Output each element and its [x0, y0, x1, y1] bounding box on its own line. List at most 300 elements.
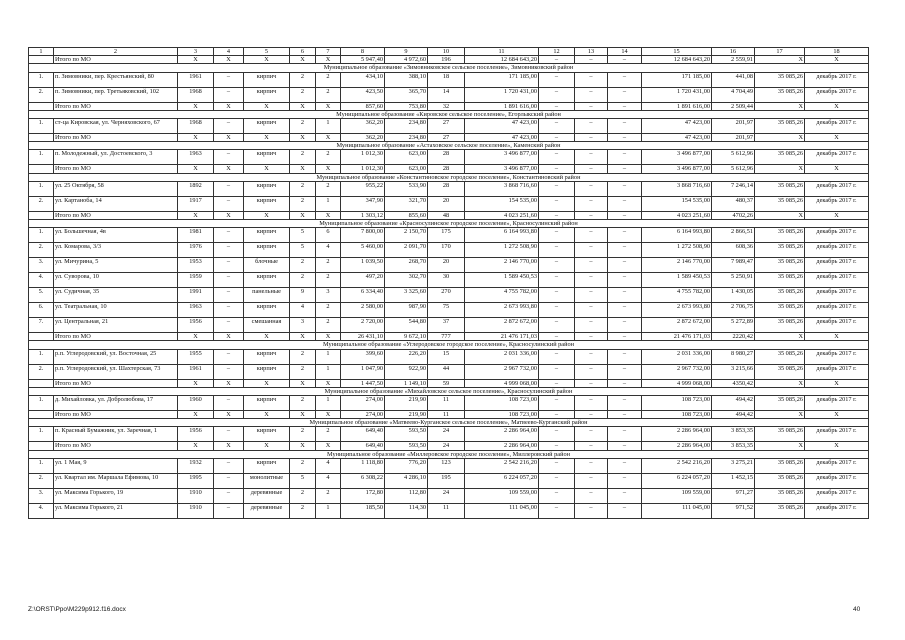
table-cell: ул. Максима Горького, 19 — [54, 488, 178, 503]
table-cell: – — [608, 503, 642, 518]
table-cell: 2 673 993,80 — [465, 303, 539, 318]
table-cell: смешанная — [244, 318, 290, 333]
total-row — [29, 56, 869, 64]
table-cell: 172,80 — [341, 488, 385, 503]
table-row — [29, 503, 869, 518]
table-cell: X — [805, 333, 869, 341]
table-cell: 494,42 — [712, 396, 755, 411]
header-cell: 4 — [214, 48, 244, 56]
table-cell: 2 — [316, 87, 341, 102]
table-cell: 2 — [316, 273, 341, 288]
table-cell: 35 085,26 — [755, 243, 805, 258]
table-cell: 3 215,66 — [712, 364, 755, 379]
table-cell: 2 — [290, 396, 316, 411]
table-cell: 1963 — [178, 150, 214, 165]
table-cell: 776,20 — [385, 458, 428, 473]
table-cell: 4. — [29, 503, 54, 518]
table-cell: X — [755, 333, 805, 341]
table-cell: – — [575, 303, 608, 318]
table-cell: 1. — [29, 228, 54, 243]
table-cell: 2 673 993,80 — [642, 303, 712, 318]
table-cell: 497,20 — [341, 273, 385, 288]
table-cell: X — [290, 379, 316, 387]
table-cell: кирпич — [244, 196, 290, 211]
table-cell: ул. Центральная, 21 — [54, 318, 178, 333]
table-cell: 2 146 770,00 — [465, 258, 539, 273]
table-cell: 4 999 068,00 — [465, 379, 539, 387]
table-cell: 2 — [290, 258, 316, 273]
table-cell: – — [575, 72, 608, 87]
table-cell: 27 — [428, 134, 465, 142]
table-cell: 608,36 — [712, 243, 755, 258]
table-cell: ул. Картаноба, 14 — [54, 196, 178, 211]
table-cell: X — [805, 379, 869, 387]
table-cell: 6 334,40 — [341, 288, 385, 303]
table-cell: 234,80 — [385, 134, 428, 142]
table-cell: 35 085,26 — [755, 119, 805, 134]
table-cell: 111 045,00 — [642, 503, 712, 518]
table-cell: декабрь 2017 г. — [805, 288, 869, 303]
table-cell: X — [316, 379, 341, 387]
table-cell: 171 185,00 — [465, 72, 539, 87]
table-cell: – — [575, 411, 608, 419]
table-cell: 109 559,00 — [642, 488, 712, 503]
table-cell: – — [214, 303, 244, 318]
table-cell: – — [539, 411, 575, 419]
table-cell: декабрь 2017 г. — [805, 318, 869, 333]
table-cell: Итого по МО — [54, 134, 178, 142]
table-row — [29, 288, 869, 303]
table-cell: декабрь 2017 г. — [805, 243, 869, 258]
table-cell: 753,80 — [385, 102, 428, 110]
table-cell: 5. — [29, 288, 54, 303]
table-cell: – — [214, 181, 244, 196]
table-cell: – — [608, 150, 642, 165]
table-cell: – — [608, 119, 642, 134]
table-cell: 154 535,00 — [642, 196, 712, 211]
table-cell: 4 023 251,60 — [642, 211, 712, 219]
table-cell: 1 — [316, 196, 341, 211]
section-heading-row — [29, 450, 869, 458]
table-cell: – — [575, 134, 608, 142]
table-cell: 2 — [316, 488, 341, 503]
table-cell: кирпич — [244, 396, 290, 411]
total-row — [29, 333, 869, 341]
table-cell: кирпич — [244, 119, 290, 134]
table-cell: 1953 — [178, 258, 214, 273]
table-cell: Итого по МО — [54, 442, 178, 450]
table-cell: – — [539, 303, 575, 318]
table-cell: 2 286 964,00 — [465, 427, 539, 442]
table-cell: X — [178, 442, 214, 450]
table-cell: – — [539, 442, 575, 450]
table-cell: – — [575, 102, 608, 110]
table-cell: 274,00 — [341, 411, 385, 419]
table-cell: 4 — [316, 243, 341, 258]
table-cell: 2. — [29, 243, 54, 258]
table-cell: 7 800,00 — [341, 228, 385, 243]
table-cell: 2 720,00 — [341, 318, 385, 333]
table-cell: Итого по МО — [54, 379, 178, 387]
table-cell: кирпич — [244, 303, 290, 318]
table-cell: 1 720 431,00 — [642, 87, 712, 102]
table-cell: X — [755, 442, 805, 450]
table-cell: 2 286 964,00 — [642, 427, 712, 442]
table-cell: – — [214, 150, 244, 165]
table-cell: 5 — [290, 243, 316, 258]
table-cell: Итого по МО — [54, 56, 178, 64]
table-cell: 362,20 — [341, 119, 385, 134]
table-cell: – — [608, 458, 642, 473]
table-cell: 3 275,21 — [712, 458, 755, 473]
table-cell: 26 431,10 — [341, 333, 385, 341]
section-heading: Муниципальное образование «Красносулинское городское поселение», Красносулинский район — [29, 220, 869, 228]
table-cell: 108 723,00 — [642, 411, 712, 419]
table-cell: 3 — [290, 318, 316, 333]
table-cell: 15 — [428, 349, 465, 364]
table-cell: 2 286 964,00 — [465, 442, 539, 450]
table-cell: – — [539, 349, 575, 364]
table-cell: ул. Театральная, 10 — [54, 303, 178, 318]
table-cell: 20 — [428, 196, 465, 211]
table-cell: декабрь 2017 г. — [805, 396, 869, 411]
table-cell: 1. — [29, 396, 54, 411]
table-cell: 35 085,26 — [755, 258, 805, 273]
table-cell: 399,60 — [341, 349, 385, 364]
table-cell: 2 509,44 — [712, 102, 755, 110]
table-cell: X — [178, 411, 214, 419]
table-cell: 2 872 672,00 — [642, 318, 712, 333]
table-cell: X — [316, 442, 341, 450]
header-cell: 17 — [755, 48, 805, 56]
table-cell: 6 308,22 — [341, 473, 385, 488]
table-cell: X — [178, 165, 214, 173]
table-cell: п. Зимовники, пер. Крестьянский, 80 — [54, 72, 178, 87]
table-cell: 12 684 643,20 — [642, 56, 712, 64]
table-cell: – — [214, 87, 244, 102]
table-cell — [29, 411, 54, 419]
table-cell: – — [608, 211, 642, 219]
table-cell: – — [214, 349, 244, 364]
table-cell: – — [575, 119, 608, 134]
table-cell: р.п. Углеродовский, ул. Шахтерская, 73 — [54, 364, 178, 379]
table-cell: ул. Большечная, 4в — [54, 228, 178, 243]
total-row — [29, 211, 869, 219]
table-cell: 4 286,10 — [385, 473, 428, 488]
table-cell: 4 972,60 — [385, 56, 428, 64]
table-cell: ул. Судичная, 35 — [54, 288, 178, 303]
table-cell: 7. — [29, 318, 54, 333]
header-cell: 6 — [290, 48, 316, 56]
table-row — [29, 228, 869, 243]
table-cell: – — [608, 318, 642, 333]
table-cell: ул. 25 Октября, 58 — [54, 181, 178, 196]
section-heading: Муниципальное образование «Зимовниковское сельское поселение», Зимовниковский район — [29, 64, 869, 72]
table-cell: X — [316, 211, 341, 219]
table-cell: X — [316, 411, 341, 419]
table-row — [29, 318, 869, 333]
table-cell: декабрь 2017 г. — [805, 503, 869, 518]
table-cell: 2 — [316, 427, 341, 442]
table-cell: 2 — [290, 72, 316, 87]
table-cell: – — [608, 134, 642, 142]
table-cell: 1955 — [178, 349, 214, 364]
table-cell: 955,22 — [341, 181, 385, 196]
table-cell: – — [539, 228, 575, 243]
table-cell: – — [539, 318, 575, 333]
table-cell: X — [290, 333, 316, 341]
table-cell: 185,50 — [341, 503, 385, 518]
table-cell: 2220,42 — [712, 333, 755, 341]
table-cell: X — [290, 56, 316, 64]
table-cell: 2 — [290, 503, 316, 518]
table-cell: X — [290, 411, 316, 419]
table-cell: 2 — [290, 150, 316, 165]
table-cell: – — [539, 165, 575, 173]
table-cell: 35 085,26 — [755, 488, 805, 503]
file-path: Z:\ORST\Ppo\M229p912.f16.docx — [28, 606, 126, 613]
table-cell: 35 085,26 — [755, 87, 805, 102]
table-cell: 1 891 616,00 — [465, 102, 539, 110]
table-cell: – — [539, 150, 575, 165]
table-cell: 2 — [290, 119, 316, 134]
table-cell: декабрь 2017 г. — [805, 488, 869, 503]
table-cell: – — [539, 473, 575, 488]
table-cell: д. Михайловка, ул. Добролюбова, 17 — [54, 396, 178, 411]
table-cell: 234,80 — [385, 119, 428, 134]
table-cell: 14 — [428, 87, 465, 102]
table-cell: X — [805, 134, 869, 142]
table-cell: 3 853,35 — [712, 427, 755, 442]
table-cell: 2 — [290, 364, 316, 379]
total-row — [29, 102, 869, 110]
table-cell: 533,90 — [385, 181, 428, 196]
table-cell: 108 723,00 — [642, 396, 712, 411]
total-row — [29, 379, 869, 387]
table-cell: Итого по МО — [54, 102, 178, 110]
table-cell: – — [214, 119, 244, 134]
table-cell: – — [214, 288, 244, 303]
table-cell: 1892 — [178, 181, 214, 196]
table-cell: – — [539, 134, 575, 142]
table-cell: кирпич — [244, 273, 290, 288]
table-cell: 9 — [290, 288, 316, 303]
page-number: 40 — [853, 606, 861, 613]
table-cell: 112,80 — [385, 488, 428, 503]
table-cell: кирпич — [244, 458, 290, 473]
table-cell: 219,90 — [385, 396, 428, 411]
table-cell: X — [244, 165, 290, 173]
table-cell: 388,10 — [385, 72, 428, 87]
table-cell: X — [805, 411, 869, 419]
section-heading: Муниципальное образование «Углеродовское городское поселение», Красносулинский район — [29, 341, 869, 349]
table-cell: X — [244, 379, 290, 387]
table-cell: 2 866,51 — [712, 228, 755, 243]
table-cell: – — [608, 473, 642, 488]
table-cell: 423,50 — [341, 87, 385, 102]
table-cell: 2 706,75 — [712, 303, 755, 318]
table-cell: – — [214, 243, 244, 258]
table-cell: – — [214, 503, 244, 518]
table-cell: 4 999 068,00 — [642, 379, 712, 387]
table-cell: 365,70 — [385, 87, 428, 102]
table-cell: деревянные — [244, 503, 290, 518]
table-cell: – — [575, 318, 608, 333]
table-cell: – — [608, 488, 642, 503]
header-cell: 9 — [385, 48, 428, 56]
table-cell: 2 — [290, 427, 316, 442]
section-heading-row — [29, 341, 869, 349]
table-cell: 3 496 877,00 — [642, 165, 712, 173]
table-cell: X — [290, 211, 316, 219]
table-cell: 37 — [428, 318, 465, 333]
table-cell: 1 430,05 — [712, 288, 755, 303]
table-cell: 2 — [316, 303, 341, 318]
table-cell: 195 — [428, 473, 465, 488]
table-cell: 302,70 — [385, 273, 428, 288]
table-cell: X — [178, 379, 214, 387]
table-cell: X — [244, 211, 290, 219]
table-cell: – — [575, 333, 608, 341]
header-row — [29, 48, 869, 56]
table-cell: – — [214, 473, 244, 488]
table-cell: X — [316, 333, 341, 341]
table-cell: – — [608, 56, 642, 64]
table-cell: – — [608, 427, 642, 442]
table-cell: 32 — [428, 102, 465, 110]
table-cell: 4 023 251,60 — [465, 211, 539, 219]
table-cell: 11 — [428, 396, 465, 411]
table-cell: декабрь 2017 г. — [805, 228, 869, 243]
table-cell: Итого по МО — [54, 165, 178, 173]
table-cell: 1959 — [178, 273, 214, 288]
table-cell: 35 085,26 — [755, 228, 805, 243]
table-cell: кирпич — [244, 228, 290, 243]
table-cell: 35 085,26 — [755, 349, 805, 364]
table-cell: декабрь 2017 г. — [805, 150, 869, 165]
table-cell: X — [755, 411, 805, 419]
table-cell: 123 — [428, 458, 465, 473]
table-row — [29, 243, 869, 258]
table-cell: – — [575, 87, 608, 102]
table-cell: 5 460,00 — [341, 243, 385, 258]
table-cell: 1910 — [178, 488, 214, 503]
table-cell: – — [575, 288, 608, 303]
table-cell: – — [575, 488, 608, 503]
table-cell: 4. — [29, 273, 54, 288]
table-cell: декабрь 2017 г. — [805, 364, 869, 379]
table-cell: ул. Суворова, 10 — [54, 273, 178, 288]
table-cell: 7 989,47 — [712, 258, 755, 273]
table-cell: 3. — [29, 258, 54, 273]
table-cell: X — [290, 102, 316, 110]
table-cell: – — [214, 427, 244, 442]
table-cell: 24 — [428, 427, 465, 442]
table-cell: 4 — [316, 458, 341, 473]
table-cell: 1 149,10 — [385, 379, 428, 387]
table-row — [29, 458, 869, 473]
table-cell: 1 720 431,00 — [465, 87, 539, 102]
table-row — [29, 181, 869, 196]
table-cell: декабрь 2017 г. — [805, 119, 869, 134]
table-cell: 2 150,70 — [385, 228, 428, 243]
table-cell: – — [575, 273, 608, 288]
table-cell: X — [755, 102, 805, 110]
header-cell: 14 — [608, 48, 642, 56]
table-row — [29, 473, 869, 488]
table-cell: 971,27 — [712, 488, 755, 503]
table-cell: – — [539, 427, 575, 442]
table-cell: п. Красный Бумажник, ул. Заречная, 1 — [54, 427, 178, 442]
table-cell: 4 — [316, 473, 341, 488]
table-cell: Итого по МО — [54, 211, 178, 219]
table-cell: 6 224 057,20 — [465, 473, 539, 488]
table-cell: 24 — [428, 488, 465, 503]
table-cell: – — [539, 119, 575, 134]
table-cell: – — [608, 72, 642, 87]
table-cell: 2 559,91 — [712, 56, 755, 64]
table-cell: – — [575, 364, 608, 379]
table-cell: ул. Квартал им. Маршала Ефимова, 10 — [54, 473, 178, 488]
table-cell: 270 — [428, 288, 465, 303]
table-cell: – — [575, 243, 608, 258]
table-cell: 2. — [29, 473, 54, 488]
table-cell: кирпич — [244, 427, 290, 442]
table-cell: 2 967 732,00 — [642, 364, 712, 379]
table-cell: 347,90 — [341, 196, 385, 211]
table-cell: 35 085,26 — [755, 427, 805, 442]
table-cell — [29, 102, 54, 110]
table-cell: – — [539, 87, 575, 102]
table-cell: 1 039,50 — [341, 258, 385, 273]
table-cell: – — [575, 442, 608, 450]
table-cell: 1917 — [178, 196, 214, 211]
table-cell: 5 947,40 — [341, 56, 385, 64]
table-cell: 2. — [29, 87, 54, 102]
table-cell: декабрь 2017 г. — [805, 473, 869, 488]
table-cell: кирпич — [244, 349, 290, 364]
table-cell: – — [539, 333, 575, 341]
table-cell: 1976 — [178, 243, 214, 258]
section-heading-row — [29, 142, 869, 150]
table-row — [29, 364, 869, 379]
table-cell: 1 303,12 — [341, 211, 385, 219]
section-heading: Муниципальное образование «Константиновское городское поселение», Константиновский район — [29, 173, 869, 181]
table-cell: 28 — [428, 181, 465, 196]
table-cell: 2 — [290, 181, 316, 196]
table-cell: 2 542 216,20 — [465, 458, 539, 473]
table-cell: X — [178, 333, 214, 341]
table-cell: – — [214, 458, 244, 473]
table-cell: 1 118,80 — [341, 458, 385, 473]
table-cell: Итого по МО — [54, 333, 178, 341]
table-cell: 593,50 — [385, 442, 428, 450]
table-cell: 3. — [29, 488, 54, 503]
table-row — [29, 119, 869, 134]
table-cell: X — [214, 134, 244, 142]
table-cell: 2 872 672,00 — [465, 318, 539, 333]
section-heading-row — [29, 387, 869, 395]
table-cell: кирпич — [244, 72, 290, 87]
table-cell: – — [608, 273, 642, 288]
table-cell: – — [214, 72, 244, 87]
table-cell: 1 272 508,90 — [465, 243, 539, 258]
table-cell: – — [214, 364, 244, 379]
table-cell: – — [539, 379, 575, 387]
table-cell: декабрь 2017 г. — [805, 427, 869, 442]
table-cell: 494,42 — [712, 411, 755, 419]
table-cell: 21 476 171,03 — [465, 333, 539, 341]
